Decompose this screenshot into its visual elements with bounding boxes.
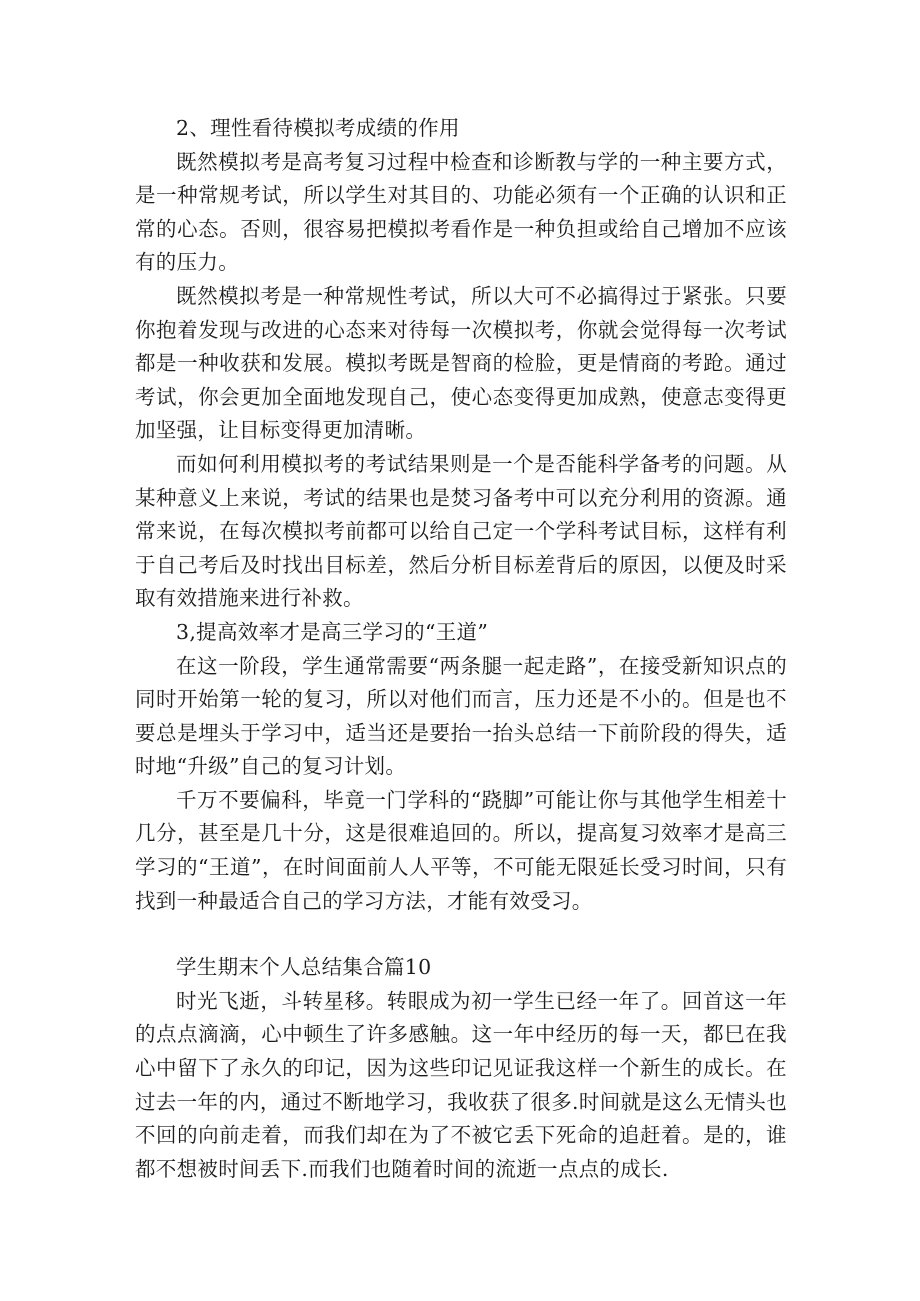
- document-body: [135, 112, 787, 1186]
- paragraph: 既然模拟考是一种常规性考试，所以大可不必搞得过于紧张。只要你抱着发现与改进的心态来对待每一次模拟考，你就会觉得每一次考试都是一种收获和发展。模拟考既是智商的检脸，更是情商的考跄。通过考试，你会更加全面地发现自己，使心态变得更加成熟，使意志变得更加坚强，让目标变得更加清晰。: [135, 283, 787, 443]
- paragraph: 时光飞逝，斗转星移。转眼成为初一学生已经一年了。回首这一年的点点滴滴，心中顿生了许多感触。这一年中经历的每一天，都巳在我心中留下了永久的印记，因为这些印记见证我这样一个新生的成长。在过去一年的内，通过不断地学习，我收获了很多.时间就是这么无情头也不回的向前走着，而我们却在为了不被它丢下死命的追赶着。是的，谁都不想被时间丢下.而我们也随着时间的流逝一点点的成长.: [135, 988, 787, 1181]
- paragraph: 而如何利用模拟考的考试结果则是一个是否能科学备考的问题。从某种意义上来说，考试的结果也是焚习备考中可以充分利用的资源。通常来说，在每次模拟考前都可以给自己定一个学科考试目标，这样有利于自己考后及时找出目标差，然后分析目标差背后的原因，以便及时采取有效措施来进行补救。: [135, 451, 787, 611]
- paragraph: 在这一阶段，学生通常需要“两条腿一起走路”，在接受新知识点的同时开始第一轮的复习，所以对他们而言，压力还是不小的。但是也不要总是埋头于学习中，适当还是要抬一抬头总结一下前阶段的得失，适时地“升级”自己的复习计划。: [135, 653, 787, 779]
- article-title: 学生期末个人总结集合篇10: [176, 955, 432, 980]
- paragraph: 千万不要偏科，毕竟一门学科的“跷脚”可能让你与其他学生相差十几分，甚至是几十分，这是很难追回的。所以，提高复习效率才是高三学习的“王道”，在时间面前人人平等，不可能无限延长受习时间，只有找到一种最适合自己的学习方法，才能有效受习。: [135, 787, 787, 913]
- section-heading-2: 2、理性看待模拟考成绩的作用: [176, 116, 460, 140]
- section-heading-3: 3,提高效率才是高三学习的“王道”: [176, 619, 489, 644]
- paragraph: 既然模拟考是高考复习过程中检查和诊断教与学的一种主要方式，是一种常规考试，所以学生对其目的、功能必须有一个正确的认识和正常的心态。否则，很容易把模拟考看作是一种负担或给自己增加不应该有的压力。: [135, 149, 787, 275]
